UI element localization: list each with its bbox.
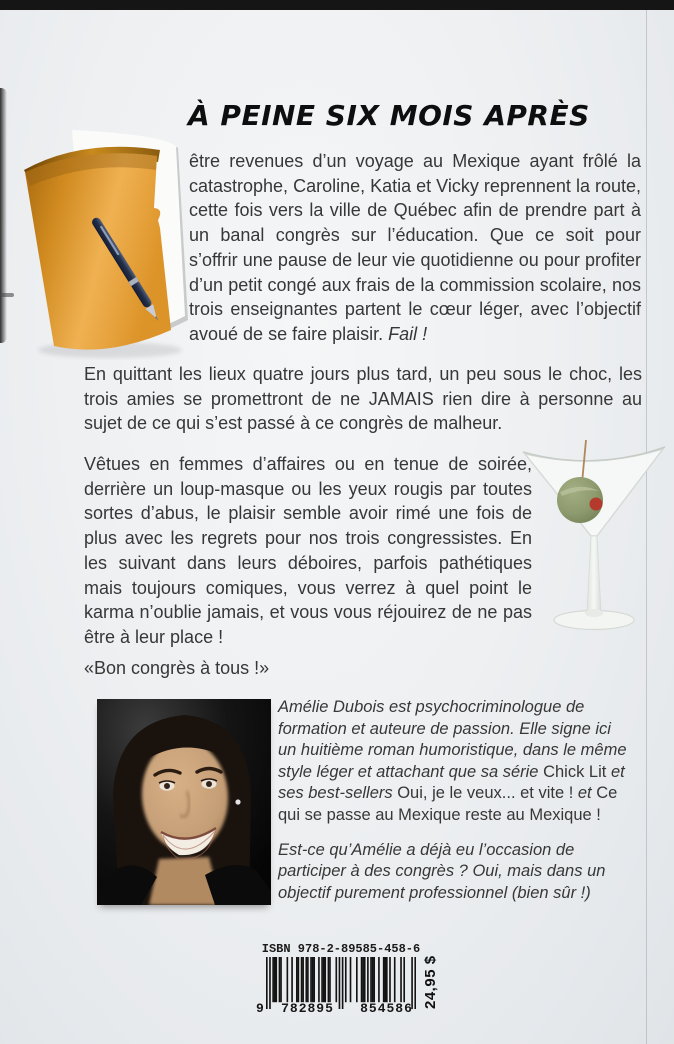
barcode-group-1: 782895 [281, 1001, 334, 1016]
closing-quote: «Bon congrès à tous !» [84, 658, 270, 678]
folder-pen-illustration [10, 110, 192, 360]
book-title-1: Oui, je le veux... et vite ! [397, 784, 574, 803]
bio-paragraph-2: Est-ce qu’Amélie a déjà eu l’occasion de participer à des congrès ? Oui, mais dans un objectif purement professionnel (bien sûr !) [278, 840, 606, 902]
martini-glass-icon [520, 436, 668, 648]
barcode-digits [256, 1001, 426, 1016]
author-photo [97, 699, 271, 905]
isbn-label: ISBN 978-2-89585-458-6 [261, 942, 421, 956]
blurb-paragraph-2: En quittant les lieux quatre jours plus tard, un peu sous le choc, les trois amies se promettront de ne JAMAIS rien dire à personne au sujet de ce qui s’est passé à ce congrès de malheur. [84, 364, 642, 434]
martini-glass-illustration [520, 436, 668, 648]
book-title-2: Ce qui se passe au Mexique reste au Mexique ! [278, 784, 618, 824]
scan-edge-left [0, 88, 7, 343]
blurb-paragraph-1: être revenues d’un voyage au Mexique ayant frôlé la catastrophe, Caroline, Katia et Vicky reprennent la route, cette fois vers la ville de Québec afin de prendre part à un banal congrès sur l’éducation. Que ce soit pour s’offrir une pause de leur vie quotidienne ou pour profiter d’un petit congé aux frais de la commission scolaire, nos trois enseignantes partent le cœur léger, avec l’objectif avoué de se faire plaisir. Fail ! [189, 151, 641, 344]
bio-paragraph-1: Amélie Dubois est psychocriminologue de formation et auteure de passion. Elle signe ici un huitième roman humoristique, dans le même style léger et attachant que sa série Chick Lit et ses best-sellers Oui, je le veux... et vite ! et Ce qui se passe au Mexique reste au Mexique ! [278, 698, 627, 824]
series-title: Chick Lit [543, 762, 607, 781]
barcode-group-2: 854586 [360, 1001, 413, 1016]
book-title: À PEINE SIX MOIS APRÈS [188, 99, 590, 132]
scan-edge-top [0, 0, 674, 10]
author-portrait [97, 699, 271, 905]
author-bio [278, 697, 628, 917]
barcode-first-digit: 9 [256, 1001, 264, 1016]
blurb-paragraph-3: Vêtues en femmes d’affaires ou en tenue de soirée, derrière un loup-masque ou les yeux rougis par toutes sortes d’abus, le plaisir semble avoir rimé une fois de plus avec les regrets pour nos trois congressistes. En les suivant dans leurs déboires, parfois pathétiques mais toujours comiques, vous verrez à quel point le karma n’oublie jamais, et vous vous réjouirez de ne pas être à leur place ! [84, 454, 532, 647]
barcode-block [256, 942, 456, 1044]
price-label: 24,95 $ [422, 955, 439, 1009]
blurb-paragraph-1-emphasis: Fail ! [388, 323, 428, 344]
folder-pen-icon [10, 110, 192, 360]
